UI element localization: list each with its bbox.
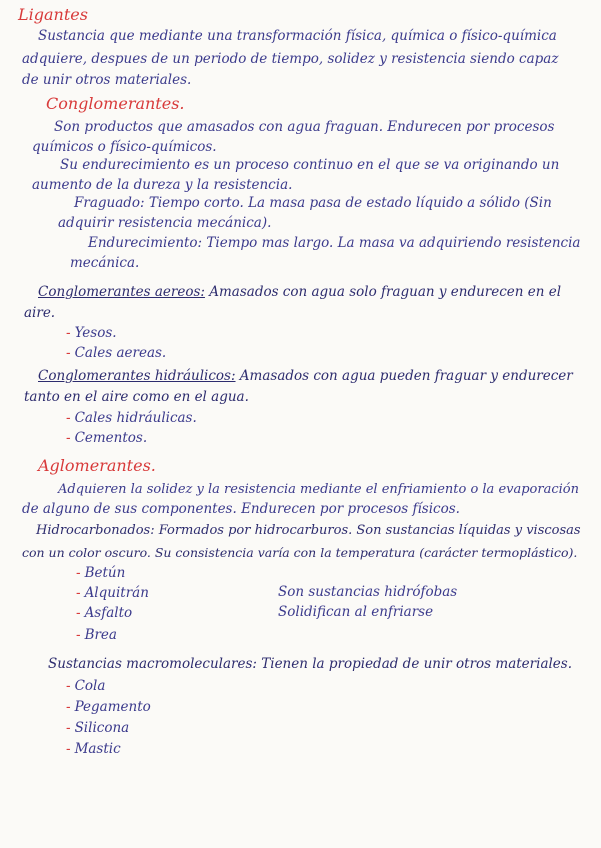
hidraulicos-line-1	[38, 367, 573, 385]
hidro-note-line-2: Solidifican al enfriarse	[278, 604, 434, 620]
dash-bullet: -	[66, 325, 71, 341]
list-item-cementos: - Cementos.	[66, 430, 148, 446]
list-item-silicona: - Silicona	[66, 720, 130, 736]
list-item-betun: - Betún	[76, 565, 126, 581]
hidrocarbonados-line-2: con un color oscuro. Su consistencia varía con la temperatura (carácter termoplástico).	[22, 545, 578, 560]
ligantes-def-line-3: de unir otros materiales.	[22, 72, 192, 88]
macromoleculares-line-1: Sustancias macromoleculares: Tienen la propiedad de unir otros materiales.	[48, 656, 573, 672]
dash-bullet: -	[66, 720, 71, 736]
ligantes-title: Ligantes	[18, 5, 88, 24]
list-item-cola: - Cola	[66, 678, 106, 694]
list-item-alquitran: - Alquitrán	[76, 585, 149, 601]
hidro-note-line-1: Son sustancias hidrófobas	[278, 584, 458, 600]
aereos-term: Conglomerantes aereos:	[38, 284, 205, 300]
dash-bullet: -	[76, 627, 81, 643]
dash-bullet: -	[66, 741, 71, 757]
endurecimiento-line-2: mecánica.	[70, 255, 140, 271]
fraguado-line-2: adquirir resistencia mecánica).	[58, 215, 272, 231]
list-item-cales-aereas: - Cales aereas.	[66, 345, 167, 361]
ligantes-def-line-2: adquiere, despues de un periodo de tiempo, solidez y resistencia siendo capaz	[22, 51, 559, 67]
dash-bullet: -	[66, 410, 71, 426]
aglomerantes-p1-line-1: Adquieren la solidez y la resistencia mediante el enfriamiento o la evaporación	[58, 482, 579, 497]
conglomerantes-title: Conglomerantes.	[46, 94, 185, 113]
list-item-mastic: - Mastic	[66, 741, 121, 757]
list-item-yesos: - Yesos.	[66, 325, 117, 341]
aereos-desc-1: Amasados con agua solo fraguan y endurecen en el	[204, 284, 562, 300]
list-item-asfalto: - Asfalto	[76, 605, 133, 621]
fraguado-line-1: Fraguado: Tiempo corto. La masa pasa de estado líquido a sólido (Sin	[74, 195, 552, 211]
hidrocarbonados-line-1: Hidrocarbonados: Formados por hidrocarburos. Son sustancias líquidas y viscosas	[36, 523, 581, 538]
dash-bullet: -	[66, 345, 71, 361]
list-item-pegamento: - Pegamento	[66, 699, 151, 715]
hidraulicos-term: Conglomerantes hidráulicos:	[38, 368, 236, 384]
dash-bullet: -	[66, 678, 71, 694]
endurecimiento-line-1: Endurecimiento: Tiempo mas largo. La masa va adquiriendo resistencia	[88, 235, 581, 251]
ligantes-def-line-1: Sustancia que mediante una transformación física, química o físico-química	[38, 28, 557, 44]
aereos-line-2: aire.	[24, 305, 56, 321]
aereos-line-1	[38, 283, 561, 301]
list-item-brea: - Brea	[76, 627, 117, 643]
aglomerantes-title: Aglomerantes.	[38, 456, 156, 475]
dash-bullet: -	[66, 699, 71, 715]
conglomerantes-p1-line-1: Son productos que amasados con agua fraguan. Endurecen por procesos	[54, 119, 555, 135]
dash-bullet: -	[66, 430, 71, 446]
dash-bullet: -	[76, 605, 81, 621]
dash-bullet: -	[76, 585, 81, 601]
list-item-cales-hidraulicas: - Cales hidráulicas.	[66, 410, 197, 426]
hidraulicos-line-2: tanto en el aire como en el agua.	[24, 389, 249, 405]
conglomerantes-p2-line-1: Su endurecimiento es un proceso continuo en el que se va originando un	[60, 157, 560, 173]
hidraulicos-desc-1: Amasados con agua pueden fraguar y endurecer	[235, 368, 573, 384]
dash-bullet: -	[76, 565, 81, 581]
conglomerantes-p2-line-2: aumento de la dureza y la resistencia.	[32, 177, 293, 193]
conglomerantes-p1-line-2: químicos o físico-químicos.	[32, 139, 217, 155]
aglomerantes-p1-line-2: de alguno de sus componentes. Endurecen por procesos físicos.	[22, 501, 460, 517]
